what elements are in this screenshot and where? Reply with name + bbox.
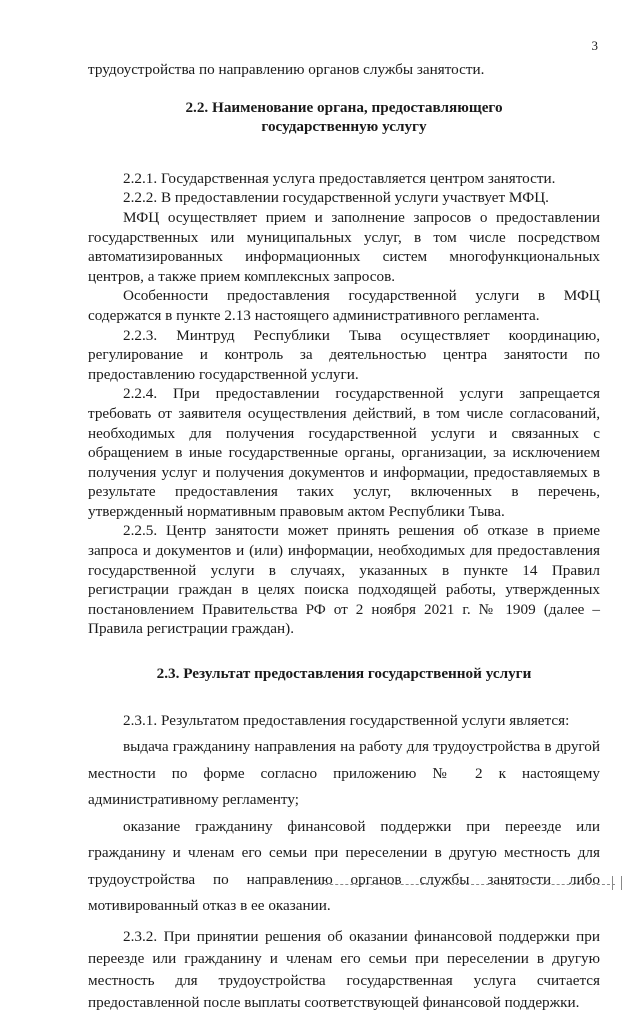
section-2-2-title-line1: 2.2. Наименование органа, предоставляющего [185,98,503,116]
paragraph-2-2-5: 2.2.5. Центр занятости может принять решения об отказе в приеме запроса и документов и (или) информации, необходимых для предоставления государственной услуги в случаях, указанных в пункте 14 Правил регистрации граждан в целях поиска подходящей работы, утвержденных постановлением Правительства РФ от 2 ноября 2021 г. № 1909 (далее – Правила регистрации граждан). [88,522,600,638]
footer-mark [612,876,622,890]
section-2-2-heading [88,98,600,137]
paragraph-mfc-features: Особенности предоставления государственной услуги в МФЦ содержатся в пункте 2.13 настоящего административного регламента. [88,287,600,324]
paragraph-2-3-2: 2.3.2. При принятии решения об оказании финансовой поддержки при переезде или гражданину и членам его семьи при переселении в другую местность для трудоустройства государственная услуга считается предоставленной после выплаты соответствующей финансовой поддержки. [88,927,600,1011]
paragraph-mfc: МФЦ осуществляет прием и заполнение запросов о предоставлении государственных или муниципальных услуг, в том числе посредством автоматизированных информационных систем многофункциональных центров, а также прием комплексных запросов. [88,208,600,285]
section-2-3-heading: 2.3. Результат предоставления государственной услуги [156,665,532,683]
paragraph-financial-support: оказание гражданину финансовой поддержки при переезде или гражданину и членам его семьи при переселении в другую местность для трудоустройства по направлению органов службы занятости либо мотивированный отказ в ее оказании. [88,817,600,915]
footer-rule [300,884,615,885]
section-2-2-title-line2: государственную услугу [261,118,427,136]
continuation-line: трудоустройства по направлению органов службы занятости. [88,61,485,78]
page-number: 3 [591,38,598,53]
paragraph-2-2-3: 2.2.3. Минтруд Республики Тыва осуществляет координацию, регулирование и контроль за деятельностью центра занятости по предоставлению государственной услуги. [88,326,600,383]
paragraph-2-2-1: 2.2.1. Государственная услуга предоставляется центром занятости. [123,169,556,187]
paragraph-2-2-4: 2.2.4. При предоставлении государственной услуги запрещается требовать от заявителя осуществления действий, в том числе согласований, необходимых для получения государственной услуги и связанных с обращением в иные государственные органы, организации, за исключением получения услуг и получения документов и информации, предоставляемых в результате предоставления таких услуг, включенных в перечень, утвержденный нормативным правовым актом Республики Тыва. [88,385,600,520]
paragraph-2-3-1: 2.3.1. Результатом предоставления государственной услуги является: [123,711,570,729]
paragraph-referral: выдача гражданину направления на работу для трудоустройства в другой местности по форме согласно приложению № 2 к настоящему административному регламенту; [88,738,600,809]
paragraph-2-2-2: 2.2.2. В предоставлении государственной услуги участвует МФЦ. [123,189,549,207]
document-body [88,60,600,1014]
